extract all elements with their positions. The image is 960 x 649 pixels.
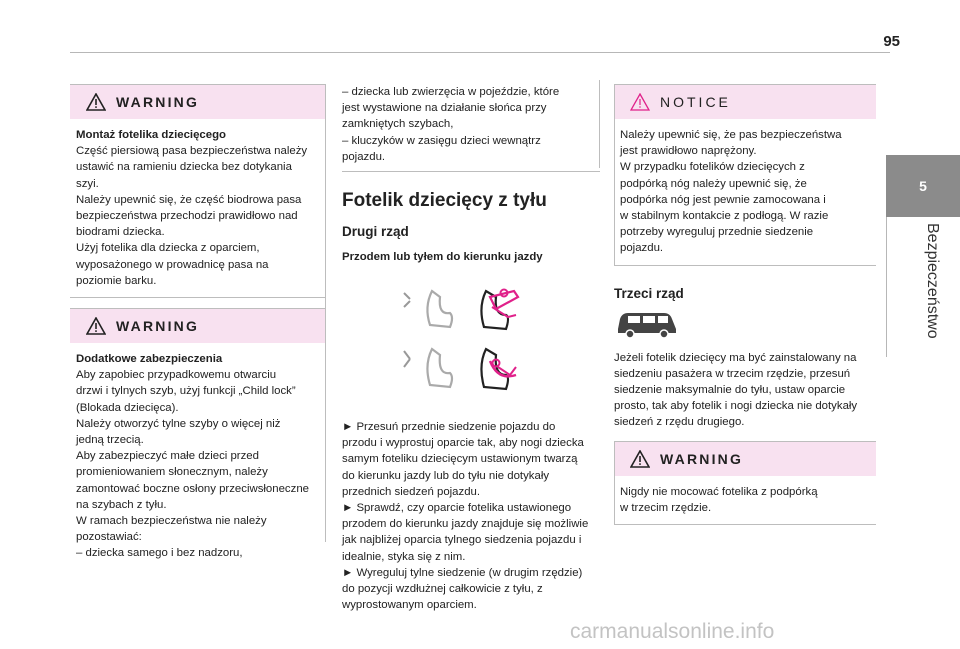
text-line: idealnie, styka się z nim.: [342, 550, 466, 563]
text-line: szyi.: [76, 177, 99, 190]
text-line: przednich siedzeń pojazdu.: [342, 485, 481, 498]
column-2: [342, 84, 600, 613]
text-line: promieniowaniem słonecznym, należy: [76, 466, 268, 479]
text-line: Użyj fotelika dla dziecka z oparciem,: [76, 242, 260, 255]
warning-header: [70, 85, 326, 119]
warning-triangle-icon: [86, 317, 106, 335]
warning-triangle-icon: [630, 450, 650, 468]
text-line: do pozycji wzdłużnej całkowicie z tyłu, z: [342, 583, 543, 596]
watermark: carmanualsonline.info: [570, 620, 775, 643]
text-line: ustawić na ramieniu dziecka bez dotykania: [76, 161, 292, 174]
warning-header: [614, 442, 876, 476]
text-line: W ramach bezpieczeństwa nie należy: [76, 515, 267, 528]
warning-body: [70, 343, 326, 570]
text-line: – dziecka samego i bez nadzoru,: [76, 547, 243, 560]
text-line: Należy upewnić się, że część biodrowa pasa: [76, 193, 302, 206]
text-line: siedzeń z rzędu drugiego.: [614, 416, 745, 429]
text-line: podpórka nóg jest pewnie zamocowana i: [620, 193, 826, 206]
text-line: jak najbliżej oparcia tylnego siedzenia pojazdu i: [342, 534, 582, 547]
text-line: prosto, tak aby fotelik i nogi dziecka nie dotykały: [614, 400, 858, 413]
text-line: podpórką nóg należy upewnić się, że: [620, 177, 807, 190]
text-line: Jeżeli fotelik dziecięcy ma być zainstalowany na: [614, 351, 857, 364]
notice-body: [614, 119, 876, 265]
notice-left-rule: [614, 85, 615, 265]
text-line: pozostawiać:: [76, 531, 142, 544]
text-line: wyprostowanym oparciem.: [342, 599, 477, 612]
top-divider: [70, 52, 890, 53]
column-1: [70, 84, 326, 570]
text-line: Należy upewnić się, że pas bezpieczeństwa: [620, 129, 842, 141]
notice-header: [614, 85, 876, 119]
chapter-tab-divider: [886, 217, 887, 357]
text-line: pojazdu.: [620, 242, 664, 255]
text-line: siedzenie maksymalnie do tyłu, ustaw oparcie: [614, 384, 846, 397]
text-line: pojazdu.: [342, 150, 386, 163]
continued-box: [342, 84, 600, 172]
chapter-label: Bezpieczeństwo: [924, 223, 941, 339]
subsection-heading: Drugi rząd: [342, 224, 409, 240]
text-line: zamontować boczne osłony przeciwsłoneczne: [76, 482, 309, 495]
text-line: przodem do kierunku jazdy znajduje się możliwie: [342, 518, 589, 531]
warning-heading: Montaż fotelika dziecięcego: [76, 129, 227, 141]
warning-heading: Dodatkowe zabezpieczenia: [76, 353, 223, 366]
text-line: w trzecim rzędzie.: [620, 501, 712, 514]
warning-header: [70, 309, 326, 343]
text-line: jedną trzecią.: [76, 434, 144, 447]
warning-title: WARNING: [116, 318, 200, 335]
instructions: [342, 419, 600, 613]
warning-triangle-icon: [86, 93, 106, 111]
forward-facing-seat-icon: [394, 287, 544, 339]
column-1-right-rule: [325, 84, 326, 542]
text-line: Aby zapobiec przypadkowemu otwarciu: [76, 369, 277, 382]
text-line: – dziecka lub zwierzęcia w pojeździe, które: [342, 86, 560, 98]
text-line: potrzeby wyreguluj przednie siedzenie: [620, 226, 814, 239]
text-line: ► Przesuń przednie siedzenie pojazdu do: [342, 421, 556, 434]
car-icon: [614, 309, 678, 339]
text-line: drzwi i tylnych szyb, użyj funkcji „Child lock”: [76, 385, 296, 398]
rear-facing-seat-icon: [394, 345, 544, 401]
text-line: poziomie barku.: [76, 274, 157, 287]
warning-box-third-row: [614, 441, 876, 525]
text-line: wyposażonego w prowadnicę pasa na: [76, 258, 269, 271]
text-line: ► Sprawdź, czy oparcie fotelika ustawionego: [342, 502, 572, 515]
warning-body: [614, 476, 876, 524]
column-3: [614, 84, 876, 525]
text-line: siedzeniu pasażera w trzecim rzędzie, przesuń: [614, 367, 851, 380]
text-line: przodu i wyprostuj oparcie tak, aby nogi dziecka: [342, 437, 584, 450]
text-line: jest wystawione na działanie słońca przy: [342, 102, 547, 115]
text-line: Aby zabezpieczyć małe dzieci przed: [76, 450, 259, 463]
chapter-tab[interactable]: [886, 155, 960, 375]
section-heading: Fotelik dziecięcy z tyłu: [342, 190, 547, 212]
third-row-heading: Trzeci rząd: [614, 285, 684, 301]
text-line: do kierunku jazdy lub do tyłu nie dotykały: [342, 469, 550, 482]
warning-body: [70, 119, 326, 297]
seat-illustration: [342, 287, 600, 399]
warning-title: WARNING: [660, 450, 744, 467]
text-line: Część piersiową pasa bezpieczeństwa należy: [76, 145, 308, 158]
warning-box-extra-safety: [70, 308, 326, 570]
warning-box-child-seat: [70, 84, 326, 298]
text-line: ► Wyreguluj tylne siedzenie (w drugim rzędzie): [342, 566, 583, 579]
notice-title: NOTICE: [660, 94, 731, 110]
page-number: 95: [883, 33, 900, 50]
notice-box: [614, 84, 876, 266]
warning-left-rule: [614, 442, 615, 524]
text-line: (Blokada dziecięca).: [76, 401, 179, 414]
subsubsection-heading: Przodem lub tyłem do kierunku jazdy: [342, 251, 543, 264]
text-line: Nigdy nie mocować fotelika z podpórką: [620, 485, 818, 498]
text-line: samym foteliku dziecięcym ustawionym twarzą: [342, 453, 578, 466]
text-line: na szybach z tyłu.: [76, 498, 167, 511]
text-line: W przypadku fotelików dziecięcych z: [620, 161, 805, 174]
text-line: w stabilnym kontakcie z podłogą. W razie: [620, 210, 829, 223]
notice-triangle-icon: [630, 93, 650, 111]
text-line: zamkniętych szybach,: [342, 118, 454, 131]
third-row-body: [614, 350, 876, 431]
continued-box-right-rule: [599, 80, 600, 168]
text-line: – kluczyków w zasięgu dzieci wewnątrz: [342, 134, 541, 147]
text-line: Należy otworzyć tylne szyby o więcej niż: [76, 417, 281, 430]
text-line: bezpieczeństwa przechodzi prawidłowo nad: [76, 210, 298, 223]
text-line: biodrami dziecka.: [76, 226, 165, 239]
warning-title: WARNING: [116, 94, 200, 110]
text-line: jest prawidłowo naprężony.: [620, 145, 757, 158]
chapter-number: 5: [886, 155, 960, 217]
